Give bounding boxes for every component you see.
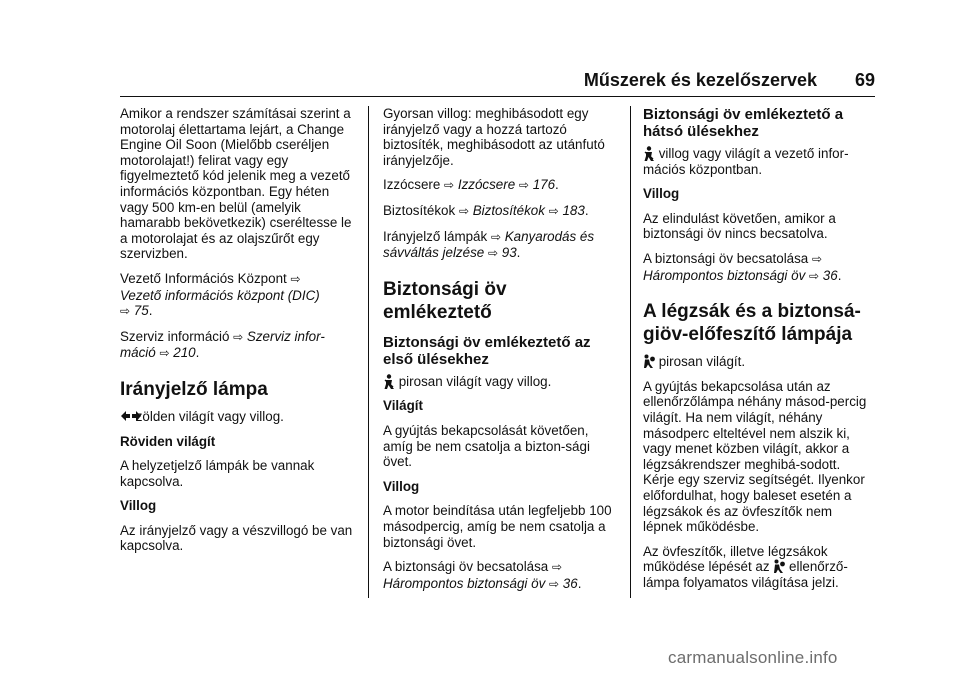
reference-arrow-icon: ⇨ <box>552 560 563 575</box>
reference-arrow-icon: ⇨ <box>518 178 529 193</box>
airbag-icon <box>773 559 785 573</box>
signal-reference: Irányjelző lámpák ⇨ Kanyarodás és sávváltás jelzése ⇨ 93. <box>383 228 595 261</box>
signal-ref-page[interactable]: 93 <box>501 245 517 261</box>
reference-arrow-icon: ⇨ <box>812 251 823 266</box>
belt-ref-page[interactable]: 36 <box>822 267 838 283</box>
fuse-reference: Biztosítékok ⇨ Biztosítékok ⇨ 183. <box>383 202 589 218</box>
fuse-ref-link[interactable]: Biztosítékok <box>472 202 545 218</box>
lit-text: A gyújtás bekapcsolását követően, amíg be nem csatolja a bizton-sági övet. <box>383 422 590 470</box>
oil-life-paragraph: Amikor a rendszer számításai szerint a motorolaj élettartama lejárt, a Change Engine Oil Soon (Mielőbb cseréljen motorolajat!) felirat vagy egy figyelmeztető kód jelenik meg a vezető információs központban. Egy héten vagy 500 km-en belül (amelyik hamarabb bekövetkezik) cseréltesse le a motorolajat és az olajszűrőt egy szervizben. <box>120 106 352 262</box>
reference-arrow-icon: ⇨ <box>549 576 560 591</box>
column-2 <box>383 106 618 601</box>
service-ref-page[interactable]: 210 <box>173 345 196 361</box>
reference-arrow-icon: ⇨ <box>444 178 455 193</box>
turn-signal-desc: zölden világít vagy villog. <box>120 409 357 425</box>
column-divider <box>630 106 631 598</box>
belt-ref-link[interactable]: Hárompontos biztonsági öv <box>643 267 806 283</box>
belt-ref-page[interactable]: 36 <box>562 575 578 591</box>
reference-arrow-icon: ⇨ <box>159 346 170 361</box>
seatbelt-icon <box>383 374 395 388</box>
bulb-ref-link[interactable]: Izzócsere <box>457 177 516 193</box>
front-seat-desc: pirosan világít vagy villog. <box>383 374 618 390</box>
lit-heading: Világít <box>383 398 423 414</box>
service-reference: Szerviz információ ⇨ Szerviz infor-máció ⇨ 210. <box>120 328 325 361</box>
airbag-desc: pirosan világít. <box>643 354 875 370</box>
section-title-airbag: A légzsák és a biztonsá-giöv-előfeszítő lámpája <box>643 301 861 346</box>
service-ref-link[interactable]: Szerviz infor-máció <box>120 328 325 361</box>
page-number: 69 <box>854 70 875 90</box>
flash-text: Az irányjelző vagy a vészvillogó be van kapcsolva. <box>120 522 353 554</box>
header-divider <box>120 96 875 97</box>
watermark: carmanualsonline.info <box>668 648 838 667</box>
reference-arrow-icon: ⇨ <box>487 246 499 261</box>
bulb-reference: Izzócsere ⇨ Izzócsere ⇨ 176. <box>383 177 559 193</box>
section-title-seatbelt: Biztonsági öv emlékeztető <box>383 278 507 323</box>
bulb-ref-page[interactable]: 176 <box>532 177 556 193</box>
seatbelt-icon <box>643 146 655 160</box>
front-seat-heading: Biztonsági öv emlékeztető az első ülésekhez <box>383 333 591 368</box>
fuse-ref-page[interactable]: 183 <box>562 202 585 218</box>
fast-flash-paragraph: Gyorsan villog: meghibásodott egy irányjelző vagy a hozzá tartozó biztosíték, meghibásodott az utánfutó irányjelzője. <box>383 106 605 168</box>
pretensioner-text: Az övfeszítők, illetve légzsákok működése lépését az ellenőrző-lámpa folyamatos világítása jelzi. <box>643 543 848 590</box>
airbag-icon <box>643 354 655 368</box>
column-1 <box>120 106 357 563</box>
flash-heading: Villog <box>120 498 157 514</box>
dic-ref-link[interactable]: Vezető információs központ (DIC) <box>120 287 320 303</box>
header-title: Műszerek és kezelőszervek <box>583 70 817 90</box>
column-divider <box>368 106 369 598</box>
dic-reference: Vezető Információs Központ ⇨ Vezető információs központ (DIC) ⇨ 75. <box>120 270 320 319</box>
section-title-turn-signal: Irányjelző lámpa <box>120 378 268 400</box>
short-text: A helyzetjelző lámpák be vannak kapcsolva. <box>120 458 315 489</box>
belt-reference: A biztonsági öv becsatolása ⇨ Hárompontos biztonsági öv ⇨ 36. <box>383 559 582 591</box>
rear-seat-heading: Biztonsági öv emlékeztető a hátsó ülésekhez <box>643 106 844 140</box>
reference-arrow-icon: ⇨ <box>290 271 301 286</box>
signal-ref-link[interactable]: Kanyarodás és sávváltás jelzése <box>383 228 595 261</box>
short-heading: Röviden világít <box>120 433 216 449</box>
rear-seat-desc: villog vagy világít a vezető infor-mációs központban. <box>643 146 849 177</box>
reference-arrow-icon: ⇨ <box>233 329 244 344</box>
turn-signal-arrows-icon <box>120 409 132 423</box>
flash-text: A motor beindítása után legfeljebb 100 másodpercig, amíg be nem csatolja a biztonsági övet. <box>383 503 612 550</box>
column-3 <box>643 106 875 599</box>
reference-arrow-icon: ⇨ <box>809 268 820 283</box>
reference-arrow-icon: ⇨ <box>490 229 501 244</box>
flash-heading: Villog <box>643 186 680 202</box>
airbag-text: A gyújtás bekapcsolása után az ellenőrzőlámpa néhány másod-percig világít. Ha nem világít, néhány másodperc elteltével nem alszik ki, vagy menet közben világít, akkor a légzsákrendszer meghibá-sodott. Kérje egy szerviz segítségét. Ilyenkor előfordulhat, hogy baleset esetén a légzsákok és az övfeszítők nem lépnek működésbe. <box>643 378 867 535</box>
belt-reference: A biztonsági öv becsatolása ⇨ Hárompontos biztonsági öv ⇨ 36. <box>643 250 842 283</box>
flash-text: Az elindulást követően, amikor a biztonsági öv nincs becsatolva. <box>643 210 836 242</box>
reference-arrow-icon: ⇨ <box>548 203 559 218</box>
belt-ref-link[interactable]: Hárompontos biztonsági öv <box>383 575 546 591</box>
dic-ref-page[interactable]: 75 <box>133 303 149 319</box>
reference-arrow-icon: ⇨ <box>120 304 131 319</box>
reference-arrow-icon: ⇨ <box>458 203 469 218</box>
flash-heading: Villog <box>383 478 420 494</box>
page-header <box>120 70 875 96</box>
